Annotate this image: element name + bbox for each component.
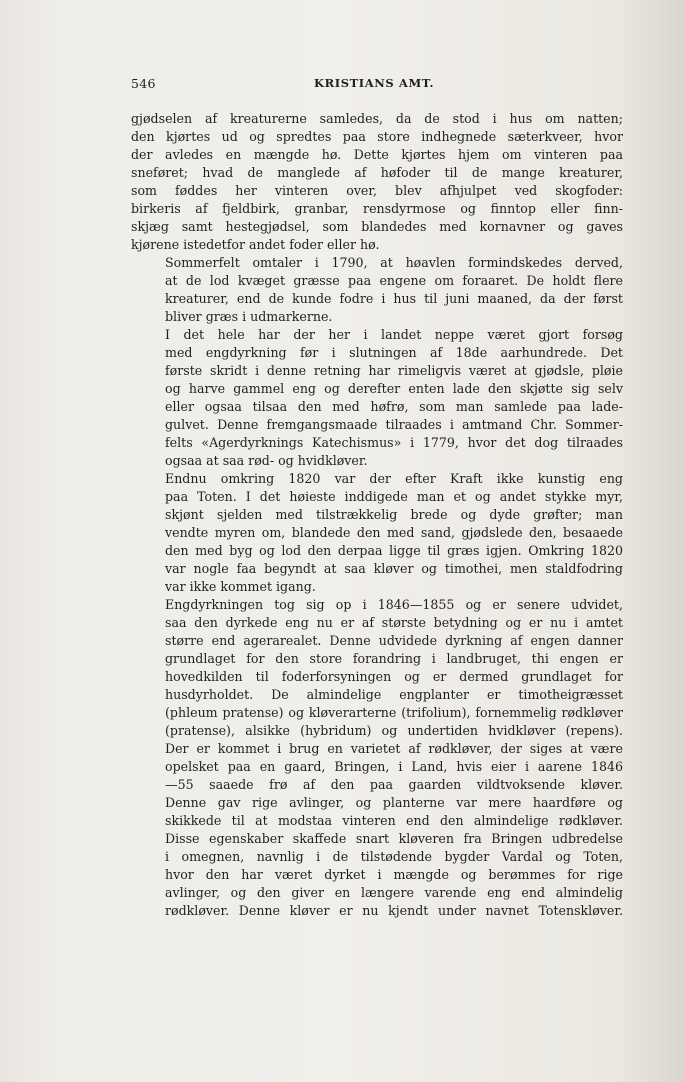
text-line: kreaturer, end de kunde fodre i hus til juni maaned, da der først — [165, 291, 623, 306]
paragraph-3 — [131, 326, 623, 470]
text-line: skjønt sjelden med tilstrækkelig brede og dyde grøfter; man — [165, 507, 623, 522]
text-line: I det hele har der her i landet neppe været gjort forsøg — [165, 327, 623, 342]
text-line: Der er kommet i brug en varietet af rødkløver, der siges at være — [165, 741, 623, 756]
text-line: opelsket paa en gaard, Bringen, i Land, hvis eier i aarene 1846 — [165, 759, 623, 774]
page-number: 546 — [131, 76, 156, 91]
text-line: Disse egenskaber skaffede snart kløveren fra Bringen udbredelse — [165, 831, 623, 846]
paragraph-4 — [131, 470, 623, 596]
text-line: at de lod kvæget græsse paa engene om foraaret. De holdt flere — [165, 273, 623, 288]
text-line: felts «Agerdyrknings Katechismus» i 1779, hvor det dog tilraades — [165, 435, 623, 450]
text-line: birkeris af fjeldbirk, granbar, rensdyrmose og finntop eller finn- — [131, 201, 623, 216]
text-line: den kjørtes ud og spredtes paa store indhegnede sæterkveer, hvor — [131, 129, 623, 144]
paragraph-5 — [131, 596, 623, 920]
text-line: var ikke kommet igang. — [165, 579, 316, 594]
book-page — [131, 76, 623, 920]
text-line: i omegnen, navnlig i de tilstødende bygder Vardal og Toten, — [165, 849, 623, 864]
text-line: som føddes her vinteren over, blev afhjulpet ved skogfoder: — [131, 183, 623, 198]
text-line: bliver græs i udmarkerne. — [165, 309, 333, 324]
text-line: Engdyrkningen tog sig op i 1846—1855 og er senere udvidet, — [165, 597, 623, 612]
text-line: skjæg samt hestegjødsel, som blandedes med kornavner og gaves — [131, 219, 623, 234]
text-line: var nogle faa begyndt at saa kløver og timothei, men staldfodring — [165, 561, 623, 576]
text-line: —55 saaede frø af den paa gaarden vildtvoksende kløver. — [165, 777, 623, 792]
text-line: gulvet. Denne fremgangsmaade tilraades i amtmand Chr. Sommer- — [165, 417, 623, 432]
body-text — [131, 110, 623, 920]
text-line: større end agerarealet. Denne udvidede dyrkning af engen danner — [165, 633, 623, 648]
text-line: Denne gav rige avlinger, og planterne var mere haardføre og — [165, 795, 623, 810]
text-line: ogsaa at saa rød- og hvidkløver. — [165, 453, 368, 468]
text-line: rødkløver. Denne kløver er nu kjendt under navnet Totenskløver. — [165, 903, 623, 918]
text-line: der avledes en mængde hø. Dette kjørtes hjem om vinteren paa — [131, 147, 623, 162]
paragraph-2 — [131, 254, 623, 326]
text-line: avlinger, og den giver en længere varende eng end almindelig — [165, 885, 623, 900]
text-line: kjørene istedetfor andet foder eller hø. — [131, 237, 380, 252]
text-line: gjødselen af kreaturerne samledes, da de stod i hus om natten; — [131, 111, 623, 126]
text-line: første skridt i denne retning har rimeligvis været at gjødsle, pløie — [165, 363, 623, 378]
text-line: sneføret; hvad de manglede af høfoder til de mange kreaturer, — [131, 165, 623, 180]
text-line: saa den dyrkede eng nu er af største betydning og er nu i amtet — [165, 615, 623, 630]
text-line: husdyrholdet. De almindelige engplanter er timotheigræsset — [165, 687, 623, 702]
page-header — [131, 76, 623, 98]
text-line: hvor den har været dyrket i mængde og berømmes for rige — [165, 867, 623, 882]
text-line: Sommerfelt omtaler i 1790, at høavlen formindskedes derved, — [165, 255, 623, 270]
text-line: eller ogsaa tilsaa den med høfrø, som man samlede paa lade- — [165, 399, 623, 414]
text-line: (pratense), alsikke (hybridum) og undertiden hvidkløver (repens). — [165, 723, 623, 738]
text-line: grundlaget for den store forandring i landbruget, thi engen er — [165, 651, 623, 666]
text-line: med engdyrkning før i slutningen af 18de aarhundrede. Det — [165, 345, 623, 360]
text-line: Endnu omkring 1820 var der efter Kraft ikke kunstig eng — [165, 471, 623, 486]
text-line: den med byg og lod den derpaa ligge til græs igjen. Omkring 1820 — [165, 543, 623, 558]
text-line: hovedkilden til foderforsyningen og er dermed grundlaget for — [165, 669, 623, 684]
text-line: skikkede til at modstaa vinteren end den almindelige rødkløver. — [165, 813, 623, 828]
running-head: KRISTIANS AMT. — [314, 76, 435, 90]
text-line: og harve gammel eng og derefter enten lade den skjøtte sig selv — [165, 381, 623, 396]
text-line: paa Toten. I det høieste inddigede man et og andet stykke myr, — [165, 489, 623, 504]
text-line: (phleum pratense) og kløverarterne (trifolium), fornemmelig rødkløver — [165, 705, 623, 720]
text-line: vendte myren om, blandede den med sand, gjødslede den, besaaede — [165, 525, 623, 540]
paragraph-1 — [131, 110, 623, 254]
